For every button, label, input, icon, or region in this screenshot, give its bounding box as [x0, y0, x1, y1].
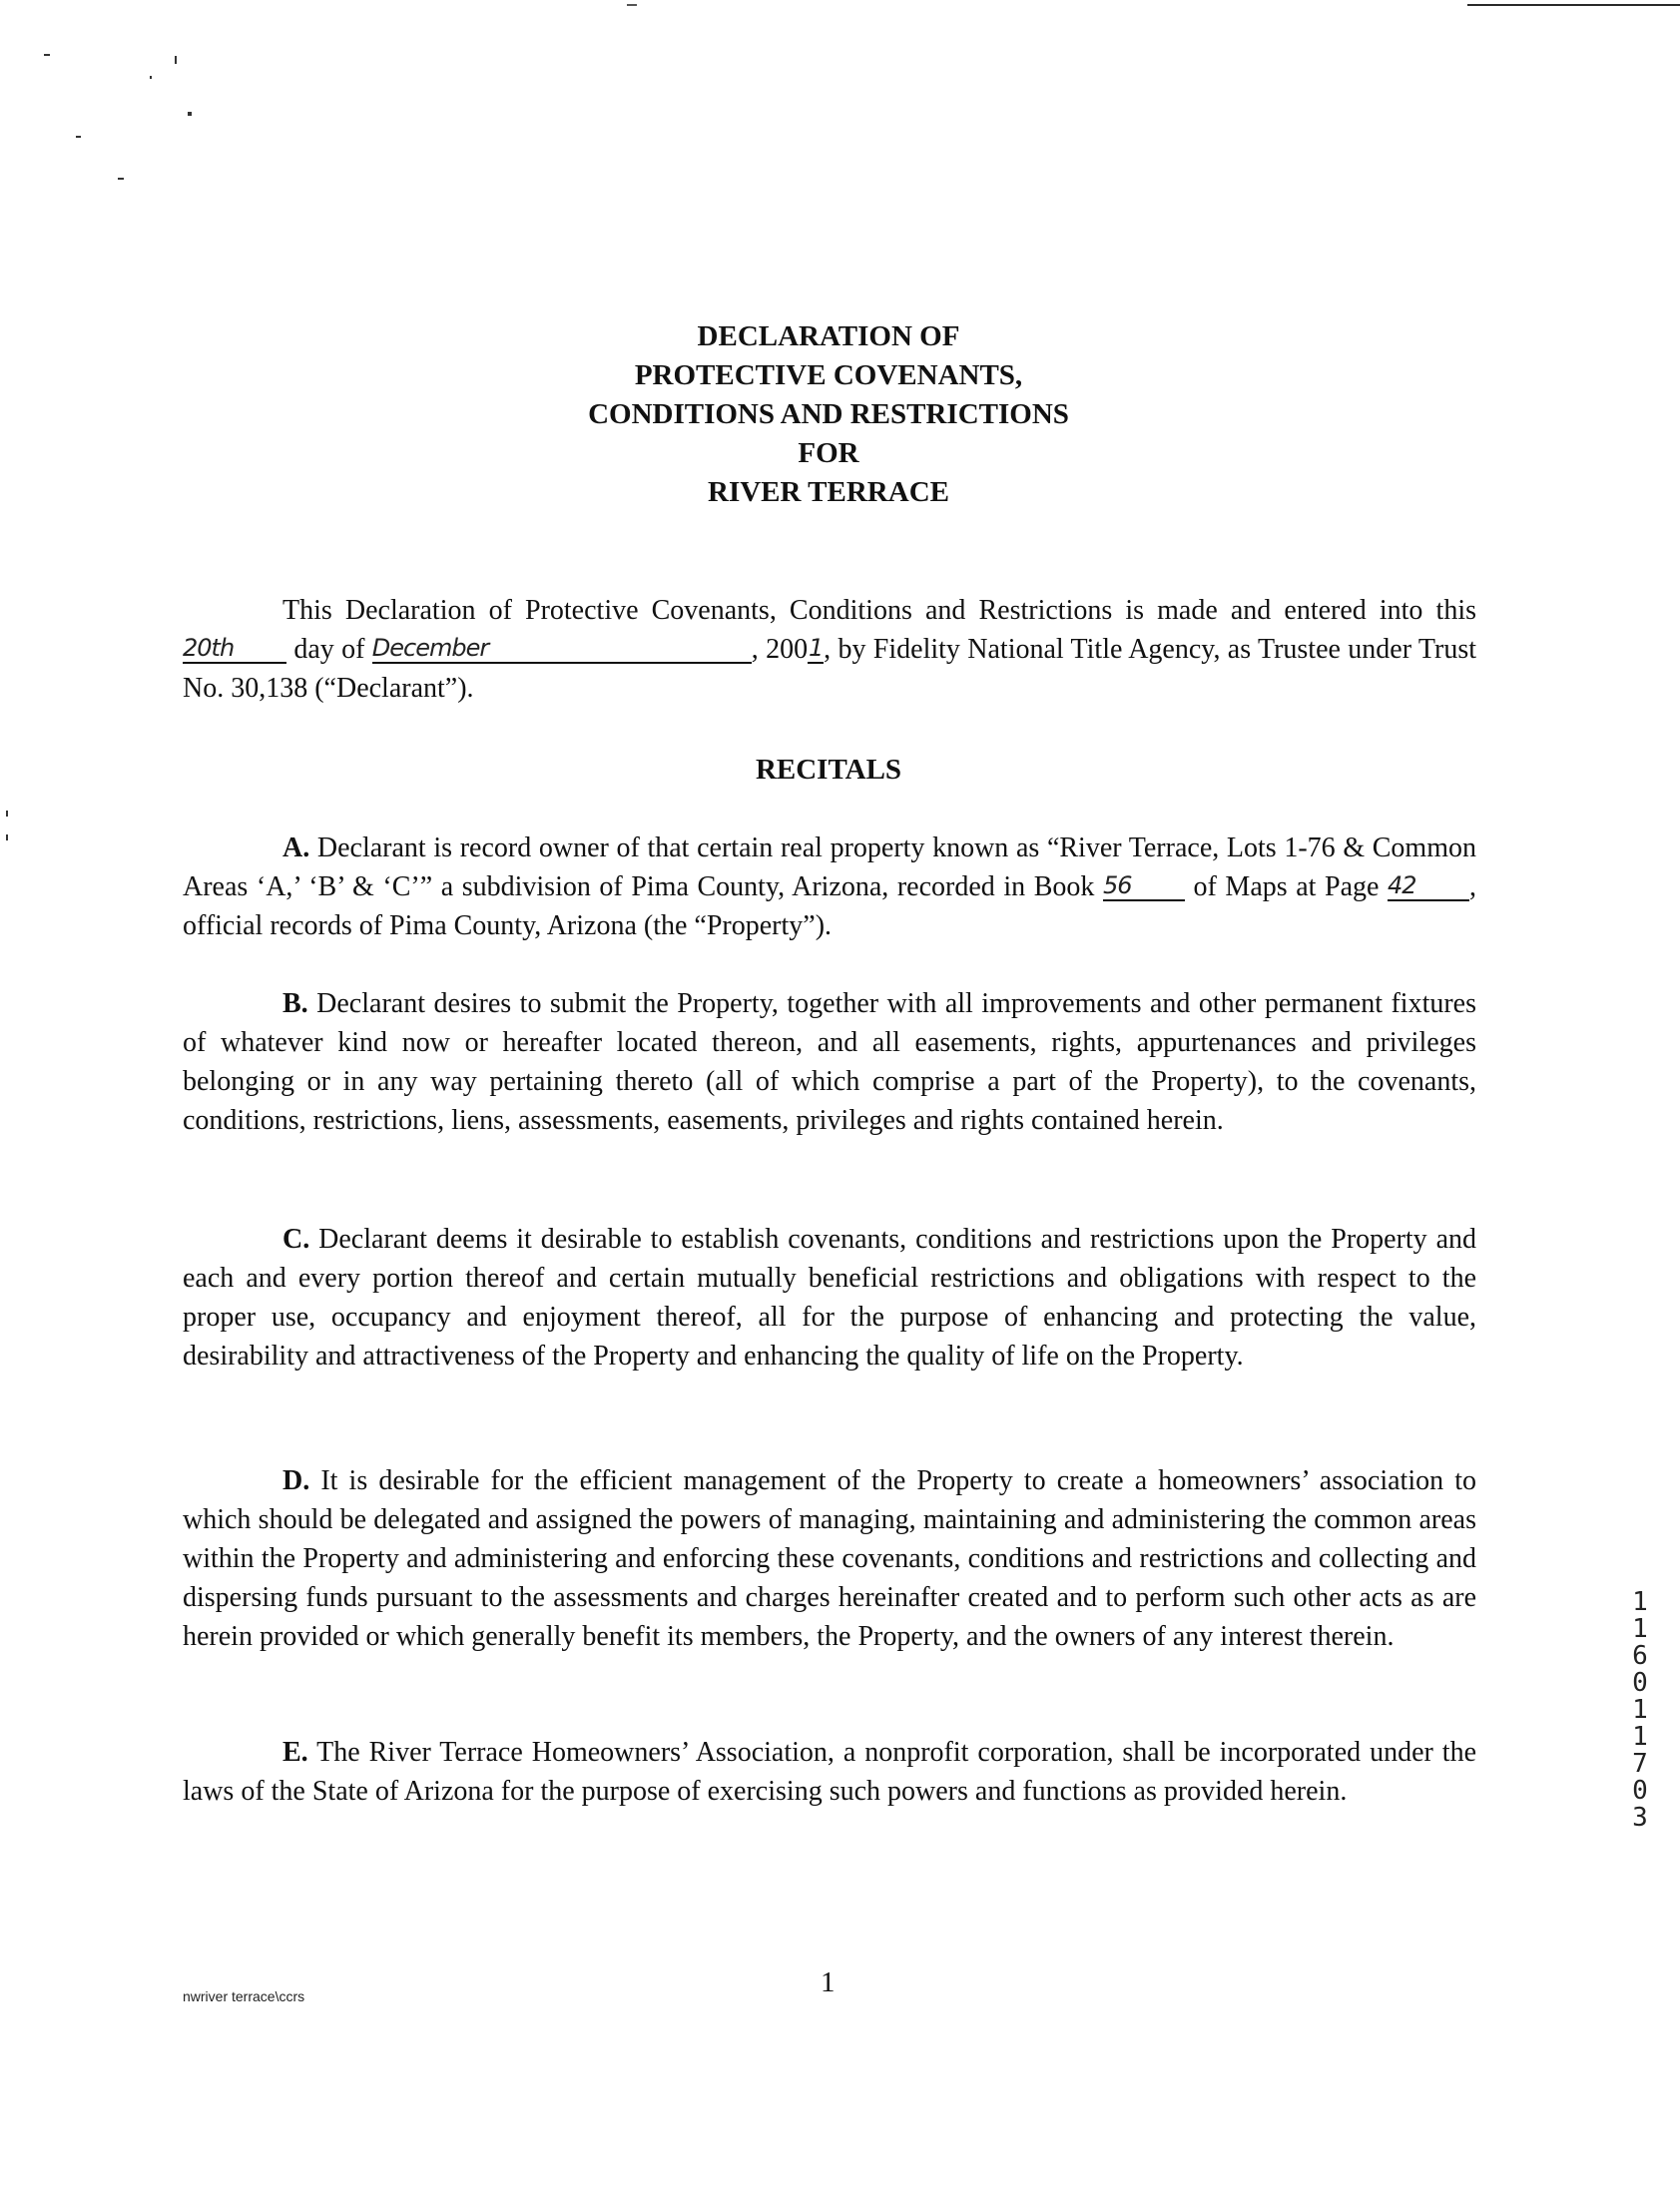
recital-a-letter: A. — [282, 832, 310, 863]
page-handwriting: 42 — [1388, 871, 1416, 899]
page-number: 1 — [821, 1966, 836, 1998]
scan-artifact-line — [1467, 4, 1680, 6]
scan-speck — [6, 834, 8, 840]
title-line-2: PROTECTIVE COVENANTS, — [634, 359, 1023, 391]
document-title — [419, 317, 1238, 512]
recital-a — [183, 829, 1476, 945]
intro-text-3: , 200 — [751, 634, 809, 665]
recitals-heading: RECITALS — [755, 754, 902, 786]
scan-speck — [76, 136, 81, 138]
intro-text-2: day of — [286, 634, 372, 665]
recital-a-text-3: , official records of Pima County, Arizona (the “Property”). — [183, 871, 1477, 941]
recital-a-text-1: Declarant is record owner of that certain real property known as “River Terrace, Lots 1-76 & Common Areas ‘A,’ ‘B’ & ‘C’” a subdivision of Pima County, Arizona, recorded in Book — [183, 832, 1476, 902]
recital-c-text: Declarant deems it desirable to establish covenants, conditions and restrictions upon the Property and each and every portion thereof and certain mutually beneficial restrictions and obligations with respect to the proper use, occupancy and enjoyment thereof, all for the purpose of enhancing and protecting the value, desirability and attractiveness of the Property and enhancing the quality of life on the Property. — [183, 1224, 1476, 1372]
recital-e-letter: E. — [282, 1737, 308, 1768]
recital-c-letter: C. — [282, 1224, 310, 1255]
title-line-1: DECLARATION OF — [697, 320, 960, 352]
month-handwriting: December — [371, 634, 489, 662]
recital-e-text: The River Terrace Homeowners’ Association, a nonprofit corporation, shall be incorporated under the laws of the State of Arizona for the purpose of exercising such powers and functions as provided herein. — [183, 1737, 1476, 1807]
recital-c — [183, 1220, 1476, 1376]
recital-b-text: Declarant desires to submit the Property, together with all improvements and other permanent fixtures of whatever kind now or hereafter located thereon, and all easements, rights, appurtenances and privileges belonging or in any way pertaining thereto (all of which comprise a part of the Property), to the covenants, conditions, restrictions, liens, assessments, easements, privileges and rights contained herein. — [183, 988, 1476, 1136]
year-blank — [808, 630, 824, 664]
recital-b — [183, 984, 1476, 1140]
intro-text-4: , by Fidelity National Title Agency, as Trustee under Trust No. 30,138 (“Declarant”). — [183, 634, 1476, 704]
scan-speck — [150, 76, 152, 79]
month-blank — [372, 630, 752, 664]
scan-artifact-dash — [627, 4, 637, 6]
recital-d-text: It is desirable for the efficient management of the Property to create a homeowners’ association to which should be delegated and assigned the powers of managing, maintaining and administering the common areas within the Property and administering and enforcing these covenants, conditions and restrictions and collecting and dispersing funds pursuant to the assessments and charges hereinafter created and to perform such other acts as are herein provided or which generally benefit its members, the Property, and the owners of any interest therein. — [183, 1465, 1476, 1652]
footer-file-path: nwriver terrace\ccrs — [183, 1988, 305, 2004]
scan-speck — [188, 112, 192, 116]
book-blank — [1103, 867, 1185, 901]
title-line-5: RIVER TERRACE — [708, 476, 949, 508]
book-handwriting: 56 — [1102, 871, 1132, 899]
recording-number-stamp: 11601 1703 — [1632, 1587, 1648, 1833]
scan-speck — [6, 811, 8, 817]
recital-d — [183, 1461, 1476, 1656]
day-blank — [183, 630, 286, 664]
title-line-3: CONDITIONS AND RESTRICTIONS — [588, 398, 1069, 430]
recital-d-letter: D. — [282, 1465, 310, 1496]
day-handwriting: 20th — [183, 634, 235, 662]
title-line-4: FOR — [798, 437, 859, 469]
recital-a-text-2: of Maps at Page — [1184, 871, 1389, 902]
intro-text-1: This Declaration of Protective Covenants, Conditions and Restrictions is made and entered into this — [282, 595, 1476, 626]
intro-paragraph — [183, 591, 1476, 708]
scan-speck — [118, 178, 124, 180]
scan-speck — [175, 56, 177, 64]
scan-speck — [44, 54, 50, 56]
year-handwriting: 1 — [808, 634, 824, 662]
recital-e — [183, 1733, 1476, 1811]
recital-b-letter: B. — [282, 988, 308, 1019]
page-blank — [1388, 867, 1469, 901]
